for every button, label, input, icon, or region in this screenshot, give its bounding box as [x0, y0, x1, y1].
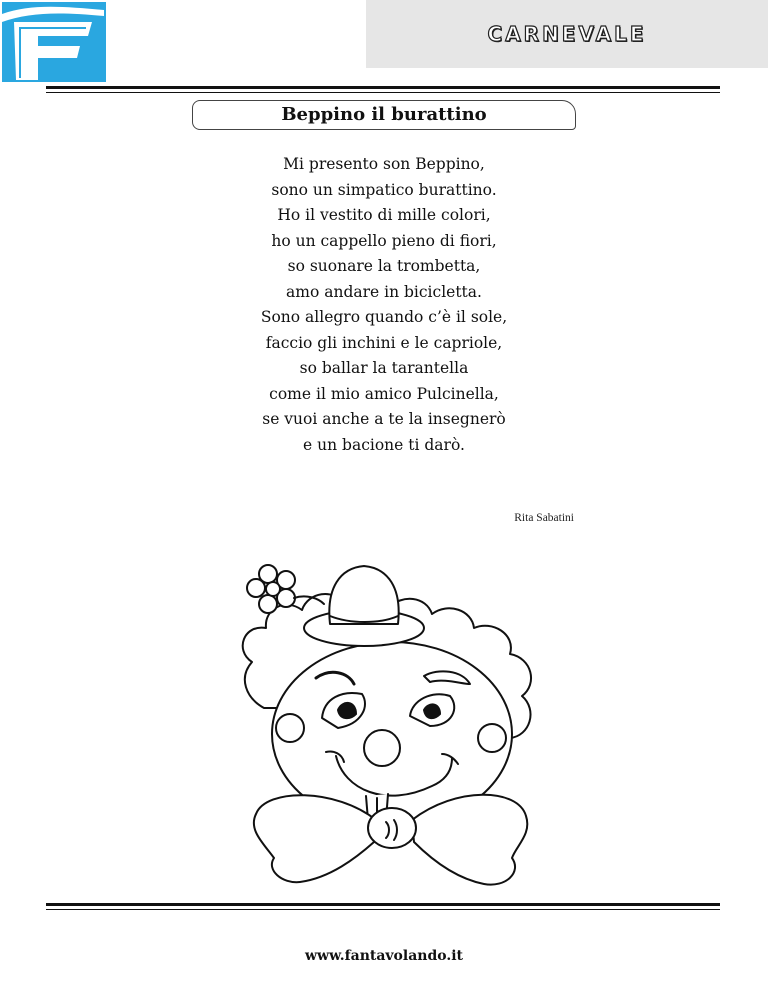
- poem-line: faccio gli inchini e le capriole,: [265, 333, 503, 352]
- title-box: [192, 100, 576, 130]
- poem-author: Rita Sabatini: [514, 512, 574, 524]
- poem-line: Ho il vestito di mille colori,: [277, 206, 491, 224]
- poem-line: so suonare la trombetta,: [287, 257, 481, 275]
- category-label: CARNEVALE: [487, 22, 647, 46]
- clown-face-icon: [226, 558, 562, 894]
- fantavolando-logo-icon: [0, 0, 108, 84]
- poem-title: Beppino il burattino: [281, 104, 487, 125]
- bottom-rule: [46, 903, 720, 906]
- poem-line: Mi presento son Beppino,: [283, 155, 485, 173]
- footer-website: www.fantavolando.it: [304, 948, 463, 964]
- category-header: [366, 0, 768, 68]
- poem-line: so ballar la tarantella: [299, 359, 469, 377]
- top-rule-thin: [46, 92, 720, 93]
- poem-line: sono un simpatico burattino.: [271, 180, 497, 199]
- poem-body: [200, 152, 568, 458]
- poem-line: come il mio amico Pulcinella,: [269, 384, 499, 403]
- poem-line: amo andare in bicicletta.: [286, 282, 482, 301]
- poem-line: Sono allegro quando c’è il sole,: [260, 308, 508, 326]
- poem-line: e un bacione ti darò.: [303, 435, 465, 454]
- bottom-rule-thin: [46, 909, 720, 910]
- top-rule: [46, 86, 720, 89]
- poem-line: ho un cappello pieno di fiori,: [271, 231, 497, 250]
- poem-line: se vuoi anche a te la insegnerò: [262, 410, 506, 428]
